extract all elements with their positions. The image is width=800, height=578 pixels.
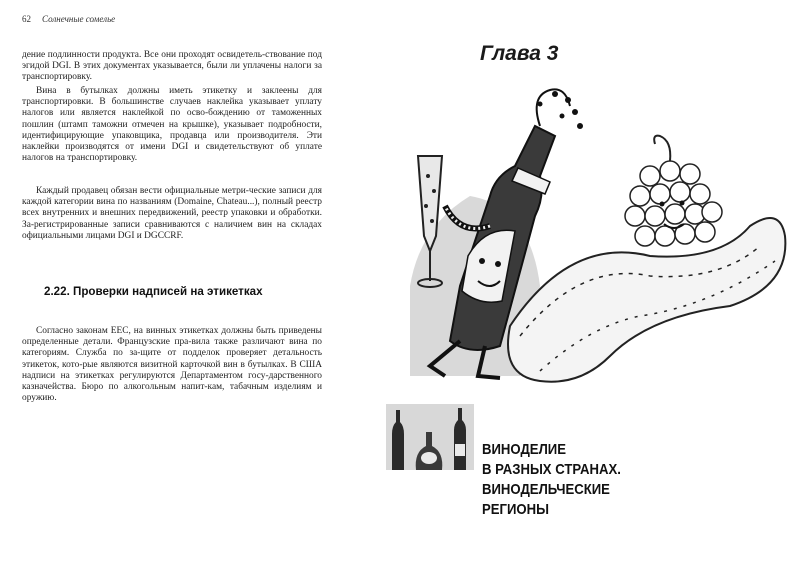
paragraph-2: Вина в бутылках должны иметь этикетку и заклеены для транспортировки. В большинстве случаев наклейка указывает уплату налогов или является наклейкой по осво-бождению от таможенных пошлин (штамп таможни отмечен на крышке), указывает подробности, идентифицирующие упаковщика, продавца или производителя. Эти наклейки производятся от имени DGI и свидетельствуют об уплате налогов на транспортировку. xyxy=(22,86,322,164)
chapter-title xyxy=(482,440,621,520)
page-number: 62 xyxy=(22,14,31,24)
section-title: 2.22. Проверки надписей на этикетках xyxy=(44,285,263,298)
running-title: Солнечные сомелье xyxy=(42,14,116,24)
champagne-bottle-and-grape-illustration xyxy=(390,86,800,386)
chapter-label: Глава 3 xyxy=(480,42,559,65)
left-page xyxy=(22,14,328,404)
chapter-title-line-2: В РАЗНЫХ СТРАНАХ. xyxy=(482,462,621,478)
right-page xyxy=(380,0,800,578)
chapter-title-line-1: ВИНОДЕЛИЕ xyxy=(482,442,566,458)
chapter-title-line-4: РЕГИОНЫ xyxy=(482,502,549,518)
chapter-title-line-3: ВИНОДЕЛЬЧЕСКИЕ xyxy=(482,482,610,498)
paragraph-1: дение подлинности продукта. Все они проходят освидетель-ствование под эгидой DGI. В этих документах указывается, были ли уплачены налоги за транспортировку. xyxy=(22,50,322,83)
section-paragraph: Согласно законам ЕЕС, на винных этикетках должны быть приведены определенные детали. Французские пра-вила также различают вина по категориям. Служба по за-щите от подделок проверяет детальность этикеток, кото-рые являются визитной карточкой вин в бутылках. В США надписи на этикетках регулируются Департаментом госу-дарственного казначейства. Бюро по алкогольным напит-кам, табачным изделиям и оружию. xyxy=(22,326,322,404)
paragraph-3: Каждый продавец обязан вести официальные метри-ческие записи для каждой категории вина по названиям (Domaine, Chateau...), полный реестр всех внутренних и внешних передвижений, реестр упаковки и обработки. За-регистрированные записи сравниваются с наличием вин на складах официальными лицами DGI и DGCCRF. xyxy=(22,186,322,241)
running-head xyxy=(22,14,328,32)
wine-bottles-image xyxy=(386,404,474,470)
